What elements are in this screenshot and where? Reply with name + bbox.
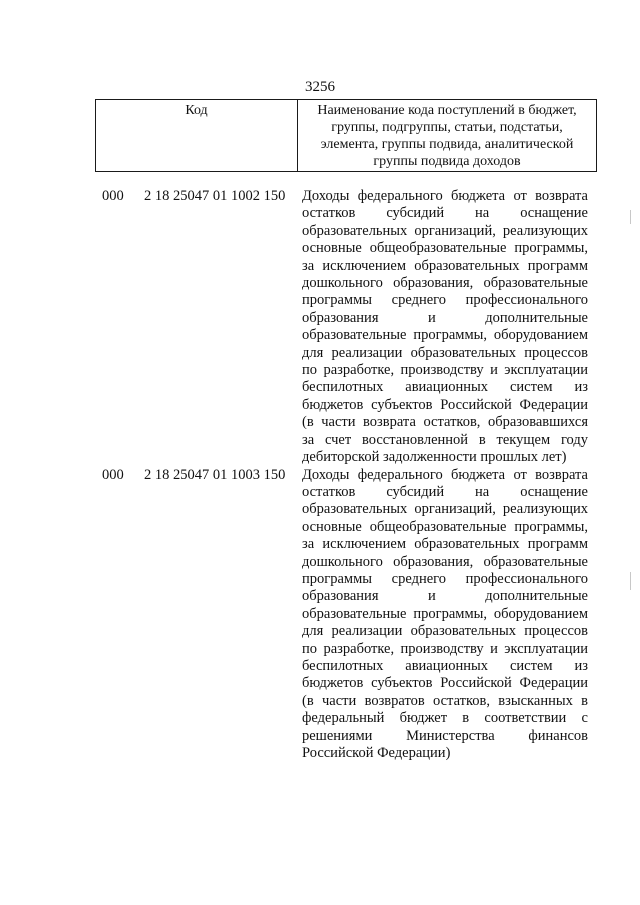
description-line: Доходы федерального бюджета от возврата	[302, 466, 588, 483]
scan-edge-mark	[630, 572, 631, 590]
description-line: программы среднего профессионального	[302, 292, 588, 309]
description-line: за счет восстановленной в текущем году	[302, 431, 588, 448]
description-line: (в части возвратов остатков, взысканных в	[302, 692, 588, 709]
admin-code: 000	[102, 188, 124, 204]
revenue-code: 2 18 25047 01 1003 150	[144, 466, 286, 483]
scan-edge-mark	[630, 210, 631, 224]
description-line: образовательные программы, оборудованием	[302, 327, 588, 344]
revenue-description	[302, 467, 588, 763]
description-line: за исключением образовательных программ	[302, 257, 588, 274]
description-line: за исключением образовательных программ	[302, 536, 588, 553]
description-line: образовательные программы, оборудованием	[302, 605, 588, 622]
description-line: дошкольного образования, образовательные	[302, 553, 588, 570]
description-line: беспилотных авиационных систем из	[302, 379, 588, 396]
page-number: 3256	[305, 79, 335, 95]
description-line: основные общеобразовательные программы,	[302, 518, 588, 535]
description-line: остатков субсидий на оснащение	[302, 205, 588, 222]
description-line: (в части возврата остатков, образовавшихся	[302, 414, 588, 431]
revenue-code: 2 18 25047 01 1002 150	[144, 188, 286, 204]
description-line: по разработке, производству и эксплуатации	[302, 640, 588, 657]
description-line: образования и дополнительные	[302, 588, 588, 605]
description-line: основные общеобразовательные программы,	[302, 240, 588, 257]
description-line: по разработке, производству и эксплуатации	[302, 362, 588, 379]
table-row	[0, 188, 640, 467]
description-line: беспилотных авиационных систем из	[302, 657, 588, 674]
description-line: остатков субсидий на оснащение	[302, 483, 588, 500]
description-line: образования и дополнительные	[302, 309, 588, 326]
table-header	[95, 99, 597, 172]
description-line: программы среднего профессионального	[302, 570, 588, 587]
description-line: бюджетов субъектов Российской Федерации	[302, 396, 588, 413]
description-line: бюджетов субъектов Российской Федерации	[302, 675, 588, 692]
header-name-cell: Наименование кода поступлений в бюджет, группы, подгруппы, статьи, подстатьи, элемента, группы подвида, аналитической группы подвида доходов	[317, 103, 577, 169]
description-line: для реализации образовательных процессов	[302, 623, 588, 640]
description-line: образовательных организаций, реализующих	[302, 501, 588, 518]
description-line: Доходы федерального бюджета от возврата	[302, 188, 588, 204]
description-line: Российской Федерации)	[302, 745, 451, 761]
description-line: решениями Министерства финансов	[302, 727, 588, 744]
records-list	[0, 188, 640, 762]
description-line: образовательных организаций, реализующих	[302, 222, 588, 239]
admin-code: 000	[102, 466, 124, 483]
description-line: для реализации образовательных процессов	[302, 344, 588, 361]
table-row	[0, 467, 640, 763]
revenue-description	[302, 188, 588, 467]
description-line: дебиторской задолженности прошлых лет)	[302, 449, 567, 466]
header-code-cell: Код	[96, 100, 298, 171]
description-line: дошкольного образования, образовательные	[302, 275, 588, 292]
description-line: федеральный бюджет в соответствии с	[302, 710, 588, 727]
